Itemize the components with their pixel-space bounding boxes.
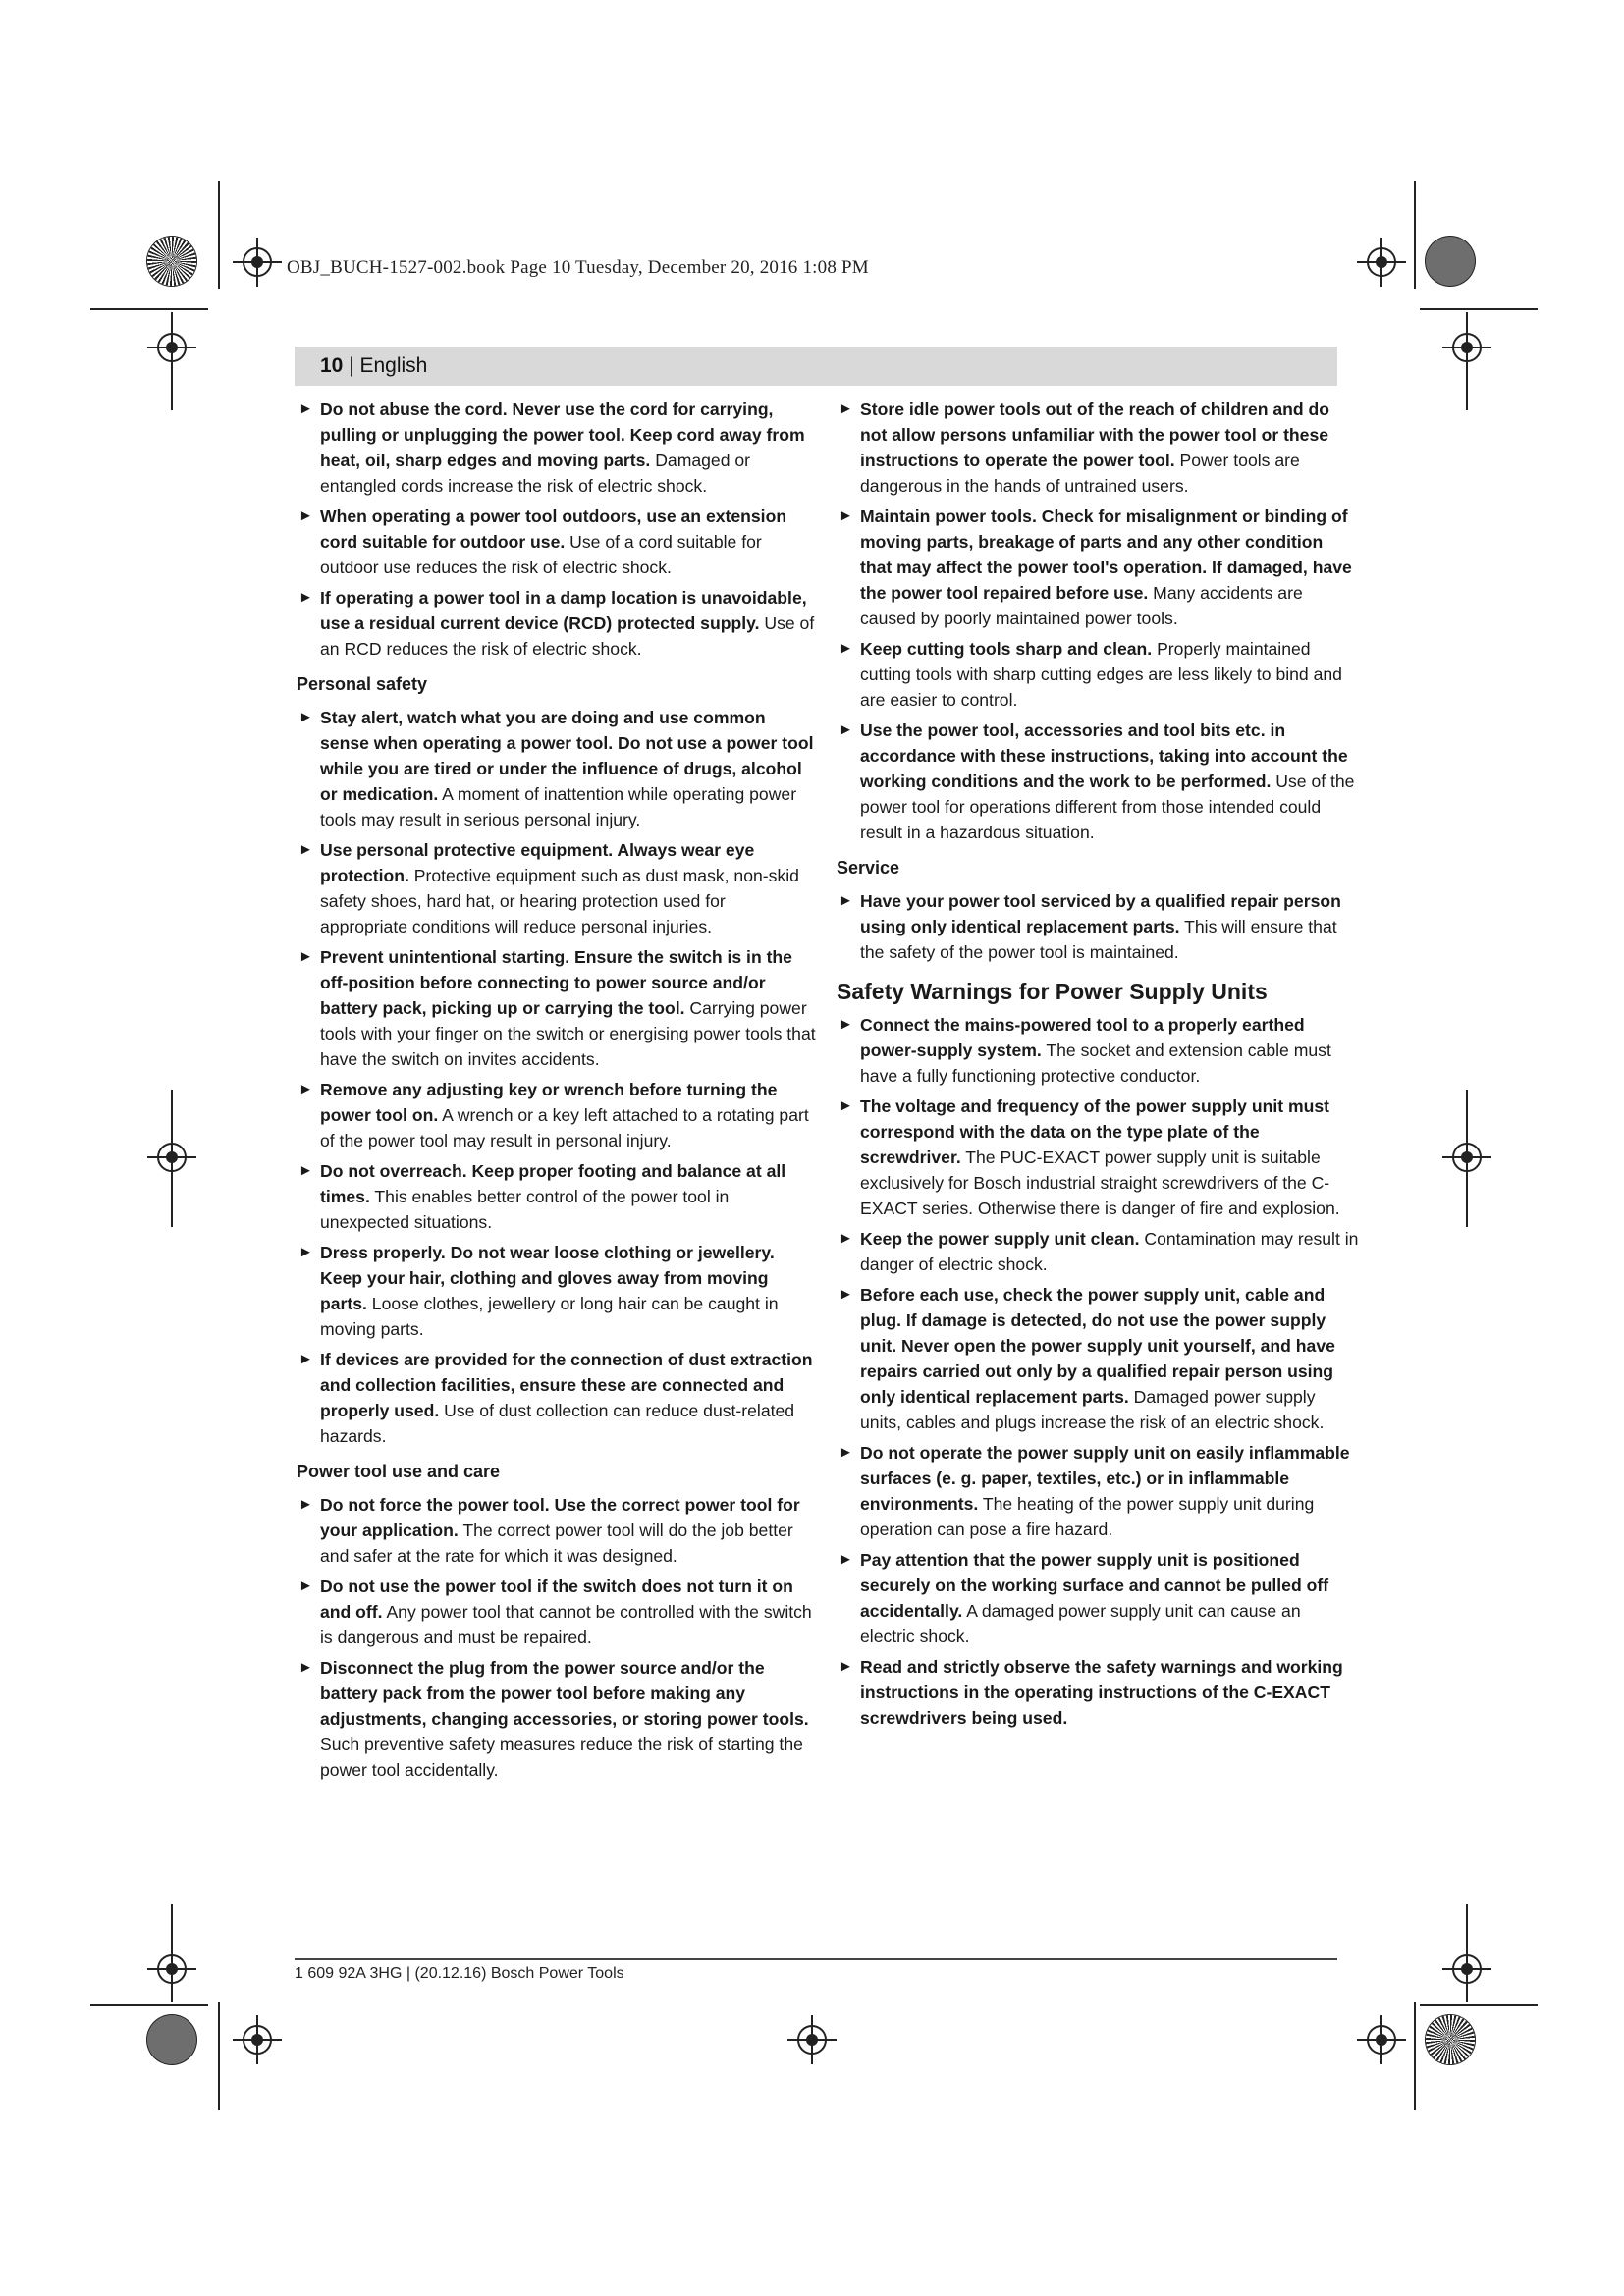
bullet-arrow-icon: ► bbox=[298, 1659, 313, 1676]
warning-explanation-text: A wrench or a key left attached to a rotating part of the power tool may result in personal injury. bbox=[320, 1105, 809, 1150]
bullet-arrow-icon: ► bbox=[839, 1016, 853, 1033]
crop-mark bbox=[1414, 181, 1416, 289]
crosshair-registration-icon bbox=[243, 247, 272, 277]
warning-explanation-text: This will ensure that the safety of the power tool is maintained. bbox=[860, 917, 1337, 962]
warning-bold-text: If operating a power tool in a damp location is unavoidable, use a residual current device (RCD) protected supply. bbox=[320, 588, 807, 633]
safety-warning-item bbox=[297, 504, 817, 580]
warning-explanation-text: Use of an RCD reduces the risk of electric shock. bbox=[320, 614, 815, 659]
warning-explanation-text: The PUC-EXACT power supply unit is suitable exclusively for Bosch industrial straight screwdrivers of the C-EXACT series. Otherwise there is danger of fire and explosion. bbox=[860, 1148, 1340, 1218]
gray-registration-disc-icon bbox=[147, 2015, 196, 2064]
safety-warning-item bbox=[837, 1012, 1359, 1089]
bullet-arrow-icon: ► bbox=[839, 1551, 853, 1568]
section-heading: Safety Warnings for Power Supply Units bbox=[837, 979, 1268, 1004]
safety-warning-item bbox=[837, 1547, 1359, 1649]
warning-explanation-text: The socket and extension cable must have a fully functioning protective conductor. bbox=[860, 1041, 1331, 1086]
crop-mark bbox=[90, 2004, 208, 2006]
safety-warning-item bbox=[297, 1077, 817, 1153]
bullet-arrow-icon: ► bbox=[839, 1286, 853, 1303]
subsection-heading: Service bbox=[837, 858, 900, 878]
crop-mark bbox=[1420, 2004, 1538, 2006]
crop-mark bbox=[1466, 312, 1468, 410]
gray-registration-disc-icon bbox=[1426, 237, 1475, 286]
bullet-arrow-icon: ► bbox=[298, 841, 313, 858]
crop-mark bbox=[1414, 2002, 1416, 2110]
safety-warning-item bbox=[297, 585, 817, 662]
crop-mark bbox=[90, 308, 208, 310]
safety-warning-item bbox=[837, 718, 1359, 845]
safety-warning-item bbox=[297, 397, 817, 499]
safety-warning-item bbox=[837, 1440, 1359, 1542]
crop-mark bbox=[1420, 308, 1538, 310]
warning-explanation-text: Such preventive safety measures reduce the risk of starting the power tool accidentally. bbox=[320, 1735, 803, 1780]
right-column bbox=[837, 397, 1359, 1735]
safety-warning-item bbox=[837, 504, 1359, 631]
crop-mark bbox=[171, 1904, 173, 2002]
warning-bold-text: Do not abuse the cord. Never use the cord for carrying, pulling or unplugging the power tool. Keep cord away from heat, oil, sharp edges and moving parts. bbox=[320, 400, 805, 470]
safety-warning-item bbox=[297, 1655, 817, 1783]
safety-warning-item bbox=[297, 1158, 817, 1235]
footer-rule bbox=[295, 1958, 1337, 1960]
warning-explanation-text: A damaged power supply unit can cause an electric shock. bbox=[860, 1601, 1301, 1646]
bullet-arrow-icon: ► bbox=[298, 1081, 313, 1097]
safety-warning-item bbox=[837, 1282, 1359, 1435]
header-separator: | bbox=[343, 354, 360, 377]
bullet-arrow-icon: ► bbox=[839, 892, 853, 909]
warning-bold-text: Read and strictly observe the safety warnings and working instructions in the operating instructions of the C-EXACT screwdrivers being used. bbox=[860, 1657, 1343, 1728]
warning-explanation-text: Carrying power tools with your finger on the switch or energising power tools that have the switch on invites accidents. bbox=[320, 998, 816, 1069]
warning-bold-text: Store idle power tools out of the reach of children and do not allow persons unfamiliar with the power tool or these instructions to operate the power tool. bbox=[860, 400, 1329, 470]
crop-mark bbox=[171, 312, 173, 410]
left-column bbox=[297, 397, 817, 1788]
safety-warning-item bbox=[297, 944, 817, 1072]
page-number: 10 bbox=[320, 354, 344, 377]
registration-star-icon bbox=[1426, 2015, 1475, 2064]
warning-bold-text: Stay alert, watch what you are doing and use common sense when operating a power tool. Do not use a power tool while you are tired or under the influence of drugs, alcohol or medication. bbox=[320, 708, 814, 804]
warning-bold-text: When operating a power tool outdoors, use an extension cord suitable for outdoor use. bbox=[320, 507, 787, 552]
warning-bold-text: Prevent unintentional starting. Ensure the switch is in the off-position before connecting to power source and/or battery pack, picking up or carrying the tool. bbox=[320, 947, 792, 1018]
bullet-arrow-icon: ► bbox=[839, 400, 853, 417]
warning-bold-text: Use the power tool, accessories and tool bits etc. in accordance with these instructions, taking into account the working conditions and the work to be performed. bbox=[860, 721, 1348, 791]
header-language: English bbox=[359, 354, 428, 377]
bullet-arrow-icon: ► bbox=[298, 1496, 313, 1513]
warning-explanation-text: Damaged power supply units, cables and plugs increase the risk of an electric shock. bbox=[860, 1387, 1325, 1432]
safety-warning-item bbox=[297, 837, 817, 939]
bullet-arrow-icon: ► bbox=[839, 1658, 853, 1675]
bullet-arrow-icon: ► bbox=[839, 1230, 853, 1247]
bullet-arrow-icon: ► bbox=[839, 1444, 853, 1461]
safety-warning-item bbox=[837, 888, 1359, 965]
warning-bold-text: Remove any adjusting key or wrench before turning the power tool on. bbox=[320, 1080, 778, 1125]
warning-bold-text: Do not use the power tool if the switch does not turn it on and off. bbox=[320, 1576, 793, 1622]
warning-explanation-text: The correct power tool will do the job better and safer at the rate for which it was designed. bbox=[320, 1521, 793, 1566]
warning-bold-text: Use personal protective equipment. Always wear eye protection. bbox=[320, 840, 755, 885]
safety-warning-item bbox=[297, 705, 817, 832]
warning-bold-text: Do not overreach. Keep proper footing and balance at all times. bbox=[320, 1161, 786, 1206]
warning-bold-text: Disconnect the plug from the power source and/or the battery pack from the power tool before making any adjustments, changing accessories, or storing power tools. bbox=[320, 1658, 809, 1729]
warning-bold-text: Do not operate the power supply unit on easily inflammable surfaces (e. g. paper, textiles, etc.) or in inflammable environments. bbox=[860, 1443, 1350, 1514]
safety-warning-item bbox=[297, 1347, 817, 1449]
page-footer: 1 609 92A 3HG | (20.12.16) Bosch Power Tools bbox=[295, 1965, 624, 1982]
safety-warning-item bbox=[297, 1492, 817, 1569]
warning-explanation-text: Power tools are dangerous in the hands of untrained users. bbox=[860, 451, 1300, 496]
warning-explanation-text: Use of the power tool for operations different from those intended could result in a hazardous situation. bbox=[860, 772, 1355, 842]
crosshair-registration-icon bbox=[797, 2025, 827, 2055]
book-info-line: OBJ_BUCH-1527-002.book Page 10 Tuesday, December 20, 2016 1:08 PM bbox=[287, 257, 869, 278]
warning-explanation-text: This enables better control of the power tool in unexpected situations. bbox=[320, 1187, 730, 1232]
bullet-arrow-icon: ► bbox=[839, 721, 853, 738]
crosshair-registration-icon bbox=[1367, 247, 1396, 277]
bullet-arrow-icon: ► bbox=[298, 709, 313, 725]
safety-warning-item bbox=[837, 1654, 1359, 1731]
safety-warning-item bbox=[297, 1240, 817, 1342]
crosshair-registration-icon bbox=[1367, 2025, 1396, 2055]
warning-explanation-text: Loose clothes, jewellery or long hair can be caught in moving parts. bbox=[320, 1294, 779, 1339]
bullet-arrow-icon: ► bbox=[839, 507, 853, 524]
crop-mark bbox=[218, 2002, 220, 2110]
bullet-arrow-icon: ► bbox=[839, 640, 853, 657]
crosshair-registration-icon bbox=[243, 2025, 272, 2055]
crop-mark bbox=[1466, 1090, 1468, 1227]
subsection-heading: Power tool use and care bbox=[297, 1462, 501, 1481]
warning-explanation-text: Any power tool that cannot be controlled with the switch is dangerous and must be repaired. bbox=[320, 1602, 812, 1647]
warning-explanation-text: Many accidents are caused by poorly maintained power tools. bbox=[860, 583, 1303, 628]
crop-mark bbox=[1466, 1904, 1468, 2002]
safety-warning-item bbox=[837, 1226, 1359, 1277]
warning-explanation-text: Properly maintained cutting tools with sharp cutting edges are less likely to bind and are easier to control. bbox=[860, 639, 1342, 710]
bullet-arrow-icon: ► bbox=[298, 1244, 313, 1260]
safety-warning-item bbox=[837, 636, 1359, 713]
registration-star-icon bbox=[147, 237, 196, 286]
page-header bbox=[295, 347, 1337, 386]
warning-bold-text: Dress properly. Do not wear loose clothing or jewellery. Keep your hair, clothing and gloves away from moving parts. bbox=[320, 1243, 775, 1313]
crop-mark bbox=[171, 1090, 173, 1227]
warning-bold-text: Keep the power supply unit clean. bbox=[860, 1229, 1140, 1249]
bullet-arrow-icon: ► bbox=[298, 507, 313, 524]
crop-mark bbox=[218, 181, 220, 289]
safety-warning-item bbox=[297, 1574, 817, 1650]
safety-warning-item bbox=[837, 397, 1359, 499]
warning-explanation-text: Contamination may result in danger of electric shock. bbox=[860, 1229, 1359, 1274]
subsection-heading: Personal safety bbox=[297, 674, 428, 694]
warning-explanation-text: The heating of the power supply unit during operation can pose a fire hazard. bbox=[860, 1494, 1315, 1539]
warning-bold-text: Pay attention that the power supply unit is positioned securely on the working surface and cannot be pulled off accidentally. bbox=[860, 1550, 1329, 1621]
warning-explanation-text: A moment of inattention while operating power tools may result in serious personal injury. bbox=[320, 784, 797, 829]
bullet-arrow-icon: ► bbox=[298, 1162, 313, 1179]
bullet-arrow-icon: ► bbox=[839, 1097, 853, 1114]
bullet-arrow-icon: ► bbox=[298, 1577, 313, 1594]
bullet-arrow-icon: ► bbox=[298, 400, 313, 417]
warning-explanation-text: Use of dust collection can reduce dust-related hazards. bbox=[320, 1401, 795, 1446]
warning-bold-text: Do not force the power tool. Use the correct power tool for your application. bbox=[320, 1495, 800, 1540]
bullet-arrow-icon: ► bbox=[298, 589, 313, 606]
warning-bold-text: Before each use, check the power supply unit, cable and plug. If damage is detected, do not use the power supply unit. Never open the power supply unit yourself, and have repairs carried out only by a qualified repair person using only identical replacement parts. bbox=[860, 1285, 1335, 1407]
bullet-arrow-icon: ► bbox=[298, 948, 313, 965]
warning-bold-text: Have your power tool serviced by a qualified repair person using only identical replacement parts. bbox=[860, 891, 1341, 936]
warning-bold-text: Maintain power tools. Check for misalignment or binding of moving parts, breakage of parts and any other condition that may affect the power tool's operation. If damaged, have the power tool repaired before use. bbox=[860, 507, 1352, 603]
warning-bold-text: Keep cutting tools sharp and clean. bbox=[860, 639, 1153, 659]
warning-bold-text: The voltage and frequency of the power supply unit must correspond with the data on the type plate of the screwdriver. bbox=[860, 1096, 1330, 1167]
warning-bold-text: If devices are provided for the connection of dust extraction and collection facilities, ensure these are connected and properly used. bbox=[320, 1350, 813, 1420]
warning-explanation-text: Damaged or entangled cords increase the risk of electric shock. bbox=[320, 451, 751, 496]
warning-bold-text: Connect the mains-powered tool to a properly earthed power-supply system. bbox=[860, 1015, 1305, 1060]
safety-warning-item bbox=[837, 1094, 1359, 1221]
warning-explanation-text: Protective equipment such as dust mask, non-skid safety shoes, hard hat, or hearing protection used for appropriate conditions will reduce personal injuries. bbox=[320, 866, 799, 936]
bullet-arrow-icon: ► bbox=[298, 1351, 313, 1367]
warning-explanation-text: Use of a cord suitable for outdoor use reduces the risk of electric shock. bbox=[320, 532, 762, 577]
